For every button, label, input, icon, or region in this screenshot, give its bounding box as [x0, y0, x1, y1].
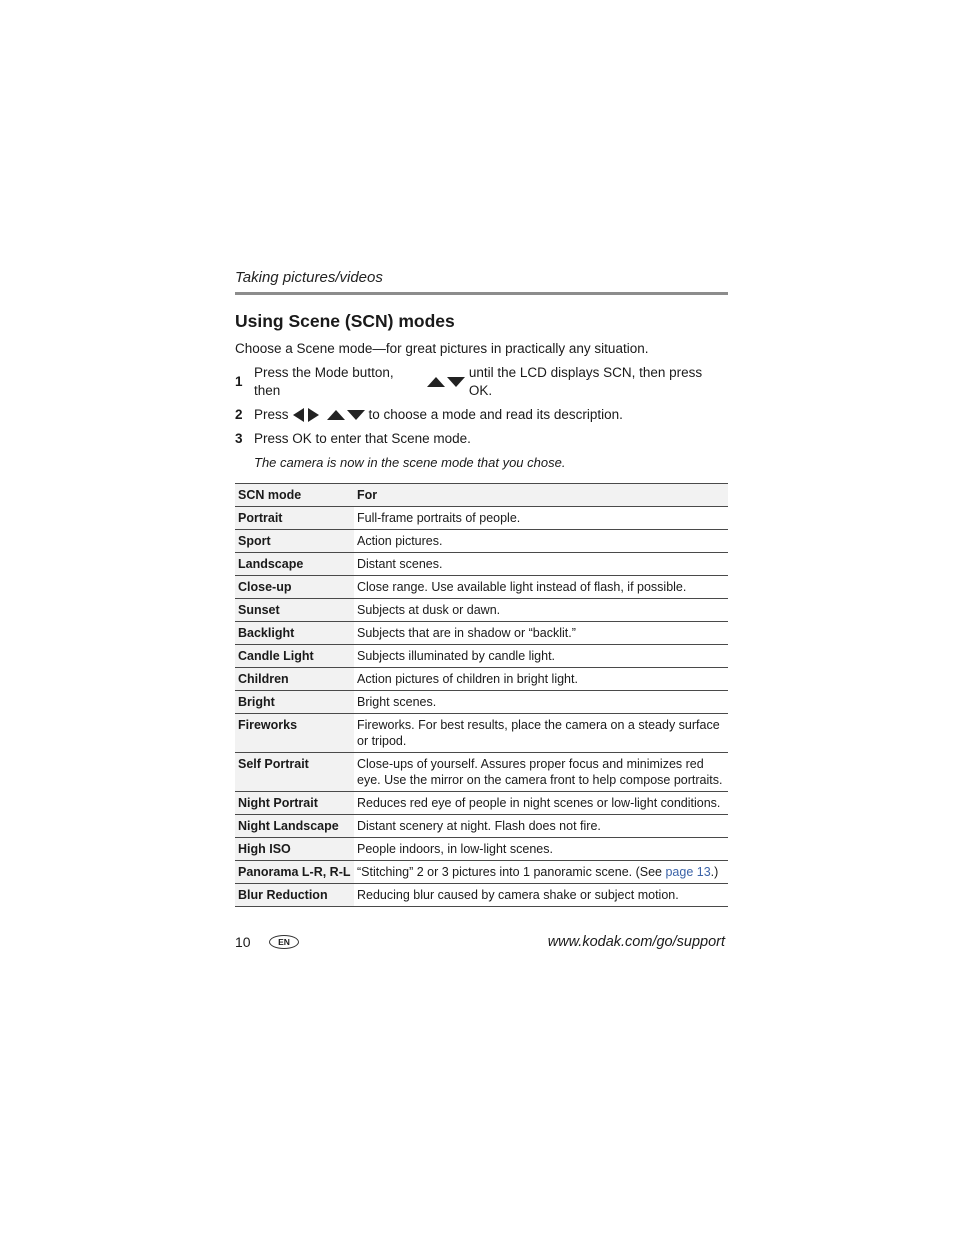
step-text-before: Press — [254, 407, 289, 422]
table-row — [235, 861, 728, 884]
mode-name: Close-up — [235, 576, 354, 599]
column-header-for: For — [354, 484, 728, 507]
mode-description: Subjects at dusk or dawn. — [354, 599, 728, 622]
mode-name: Panorama L-R, R-L — [235, 861, 354, 884]
mode-name: Night Landscape — [235, 815, 354, 838]
table-row — [235, 645, 728, 668]
mode-description: Distant scenes. — [354, 553, 728, 576]
table-row — [235, 530, 728, 553]
step-number: 1 — [235, 374, 243, 389]
step-note: The camera is now in the scene mode that you chose. — [254, 455, 566, 470]
mode-description: People indoors, in low-light scenes. — [354, 838, 728, 861]
mode-description: Bright scenes. — [354, 691, 728, 714]
table-row — [235, 622, 728, 645]
mode-description — [354, 861, 728, 884]
mode-description: Distant scenery at night. Flash does not fire. — [354, 815, 728, 838]
mode-name: Bright — [235, 691, 354, 714]
mode-name: High ISO — [235, 838, 354, 861]
table-row — [235, 815, 728, 838]
table-row — [235, 714, 728, 753]
table-row — [235, 691, 728, 714]
mode-name: Children — [235, 668, 354, 691]
scene-modes-table — [235, 483, 728, 907]
mode-name: Portrait — [235, 507, 354, 530]
mode-description: Action pictures of children in bright light. — [354, 668, 728, 691]
support-url[interactable]: www.kodak.com/go/support — [547, 934, 725, 950]
mode-description: Subjects illuminated by candle light. — [354, 645, 728, 668]
table-row — [235, 553, 728, 576]
column-header-mode: SCN mode — [235, 484, 354, 507]
table-header-row — [235, 484, 728, 507]
table-row — [235, 507, 728, 530]
mode-name: Backlight — [235, 622, 354, 645]
mode-name: Fireworks — [235, 714, 354, 753]
step-number: 3 — [235, 431, 243, 446]
table-row — [235, 599, 728, 622]
intro-text: Choose a Scene mode—for great pictures in practically any situation. — [235, 341, 649, 356]
step-3 — [235, 430, 728, 448]
step-number: 2 — [235, 407, 243, 422]
mode-name: Landscape — [235, 553, 354, 576]
manual-page — [235, 268, 728, 907]
step-text-before: Press the Mode button, then — [254, 365, 394, 398]
mode-name: Sunset — [235, 599, 354, 622]
page-13-link[interactable]: page 13 — [665, 865, 711, 879]
language-badge: EN — [269, 935, 299, 949]
step-2 — [235, 406, 728, 424]
section-header: Taking pictures/videos — [235, 268, 728, 295]
mode-name: Blur Reduction — [235, 884, 354, 907]
mode-name: Night Portrait — [235, 792, 354, 815]
mode-name: Candle Light — [235, 645, 354, 668]
table-row — [235, 668, 728, 691]
left-right-arrows-icon — [293, 408, 319, 422]
step-text: Press OK to enter that Scene mode. — [254, 431, 471, 446]
table-row — [235, 884, 728, 907]
mode-description: Full-frame portraits of people. — [354, 507, 728, 530]
page-title: Using Scene (SCN) modes — [235, 311, 455, 331]
mode-description: Action pictures. — [354, 530, 728, 553]
mode-description: Reducing blur caused by camera shake or subject motion. — [354, 884, 728, 907]
step-1 — [235, 364, 728, 400]
page-footer — [235, 931, 725, 953]
up-down-arrows-icon — [427, 376, 465, 388]
panorama-text-before: “Stitching” 2 or 3 pictures into 1 panoramic scene. (See — [357, 865, 666, 879]
mode-name: Self Portrait — [235, 753, 354, 792]
mode-description: Close-ups of yourself. Assures proper focus and minimizes red eye. Use the mirror on the camera front to help compose portraits. — [354, 753, 728, 792]
mode-description: Close range. Use available light instead of flash, if possible. — [354, 576, 728, 599]
step-text-after: until the LCD displays SCN, then press OK. — [468, 365, 703, 398]
page-number: 10 — [235, 934, 251, 950]
mode-description: Subjects that are in shadow or “backlit.” — [354, 622, 728, 645]
table-row — [235, 792, 728, 815]
mode-description: Fireworks. For best results, place the camera on a steady surface or tripod. — [354, 714, 728, 753]
panorama-text-after: .) — [710, 865, 719, 879]
table-row — [235, 576, 728, 599]
mode-description: Reduces red eye of people in night scenes or low-light conditions. — [354, 792, 728, 815]
step-text-after: to choose a mode and read its description. — [368, 407, 623, 422]
up-down-arrows-icon — [327, 409, 365, 421]
mode-name: Sport — [235, 530, 354, 553]
table-row — [235, 838, 728, 861]
table-row — [235, 753, 728, 792]
